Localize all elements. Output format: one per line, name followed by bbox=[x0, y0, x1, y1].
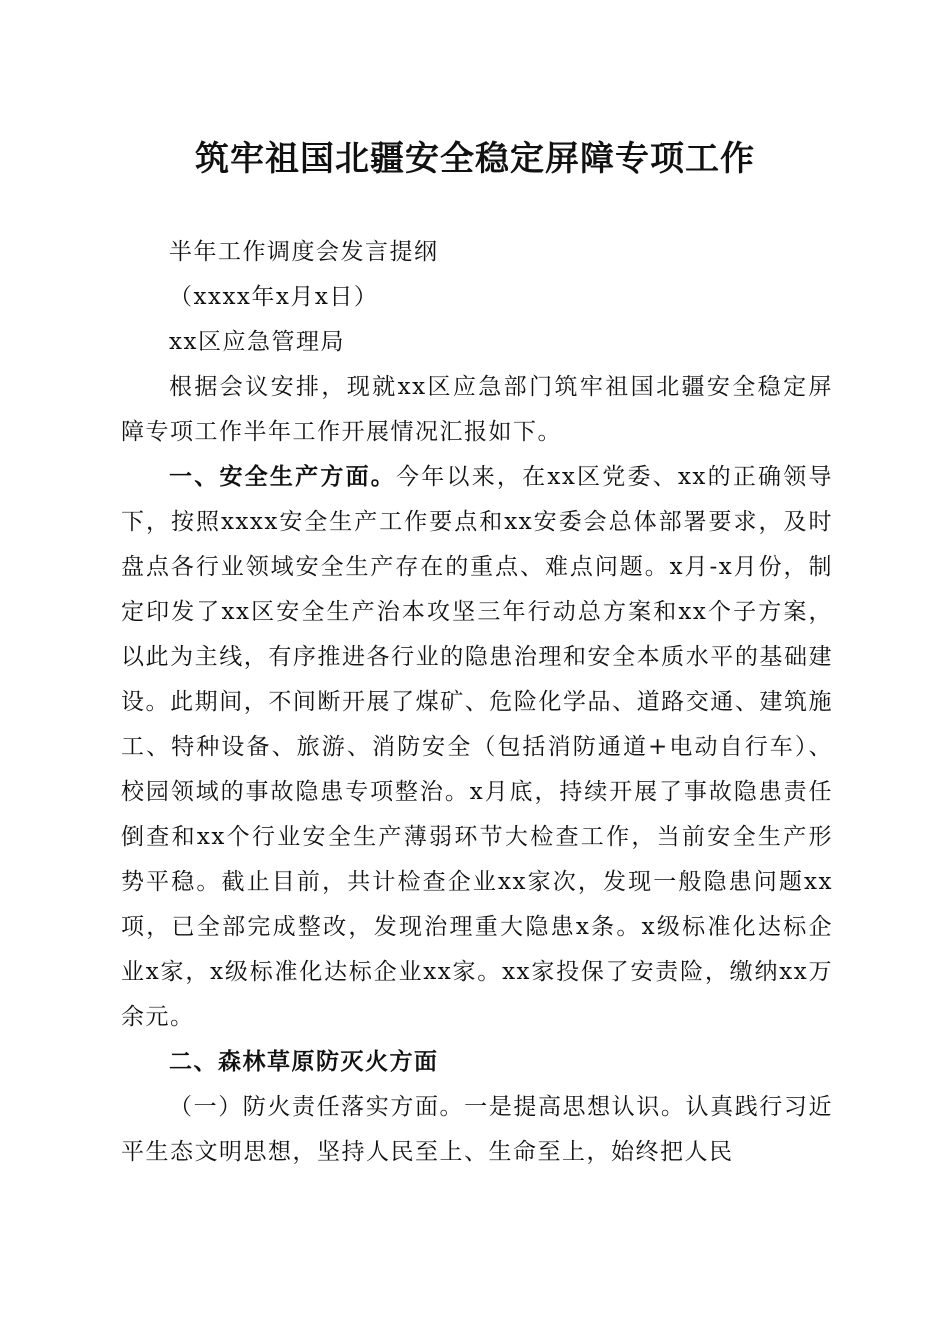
section-1-text: 今年以来，在xx区党委、xx的正确领导下，按照xxxx安全生产工作要点和xx安委会总体部署要求，及时盘点各行业领域安全生产存在的重点、难点问题。x月-x月份，制定印发了xx区安全生产治本攻坚三年行动总方案和xx个子方案，以此为主线，有序推进各行业的隐患治理和安全本质水平的基础建设。此期间，不间断开展了煤矿、危险化学品、道路交通、建筑施工、特种设备、旅游、消防安全（包括消防通道+电动自行车）、校园领域的事故隐患专项整治。x月底，持续开展了事故隐患责任倒查和xx个行业安全生产薄弱环节大检查工作，当前安全生产形势平稳。截止目前，共计检查企业xx家次，发现一般隐患问题xx项，已全部完成整改，发现治理重大隐患x条。x级标准化达标企业x家，x级标准化达标企业xx家。xx家投保了安责险，缴纳xx万余元。 bbox=[121, 464, 834, 1030]
section-2-heading: 二、森林草原防灭火方面 bbox=[169, 1049, 439, 1075]
section-1-paragraph bbox=[121, 455, 833, 1040]
document-title: 筑牢祖国北疆安全稳定屏障专项工作 bbox=[195, 139, 755, 179]
section-1-heading: 一、安全生产方面。 bbox=[169, 464, 397, 490]
subsection-1-paragraph: （一）防火责任落实方面。一是提高思想认识。认真践行习近平生态文明思想，坚持人民至上、生命至上，始终把人民 bbox=[121, 1094, 833, 1165]
meeting-date: （xxxx年x月x日） bbox=[169, 284, 379, 310]
document-body bbox=[121, 230, 833, 1175]
intro-paragraph: 根据会议安排，现就xx区应急部门筑牢祖国北疆安全稳定屏障专项工作半年工作开展情况汇报如下。 bbox=[121, 374, 833, 445]
subtitle: 半年工作调度会发言提纲 bbox=[169, 239, 439, 265]
department-name: xx区应急管理局 bbox=[169, 329, 345, 355]
